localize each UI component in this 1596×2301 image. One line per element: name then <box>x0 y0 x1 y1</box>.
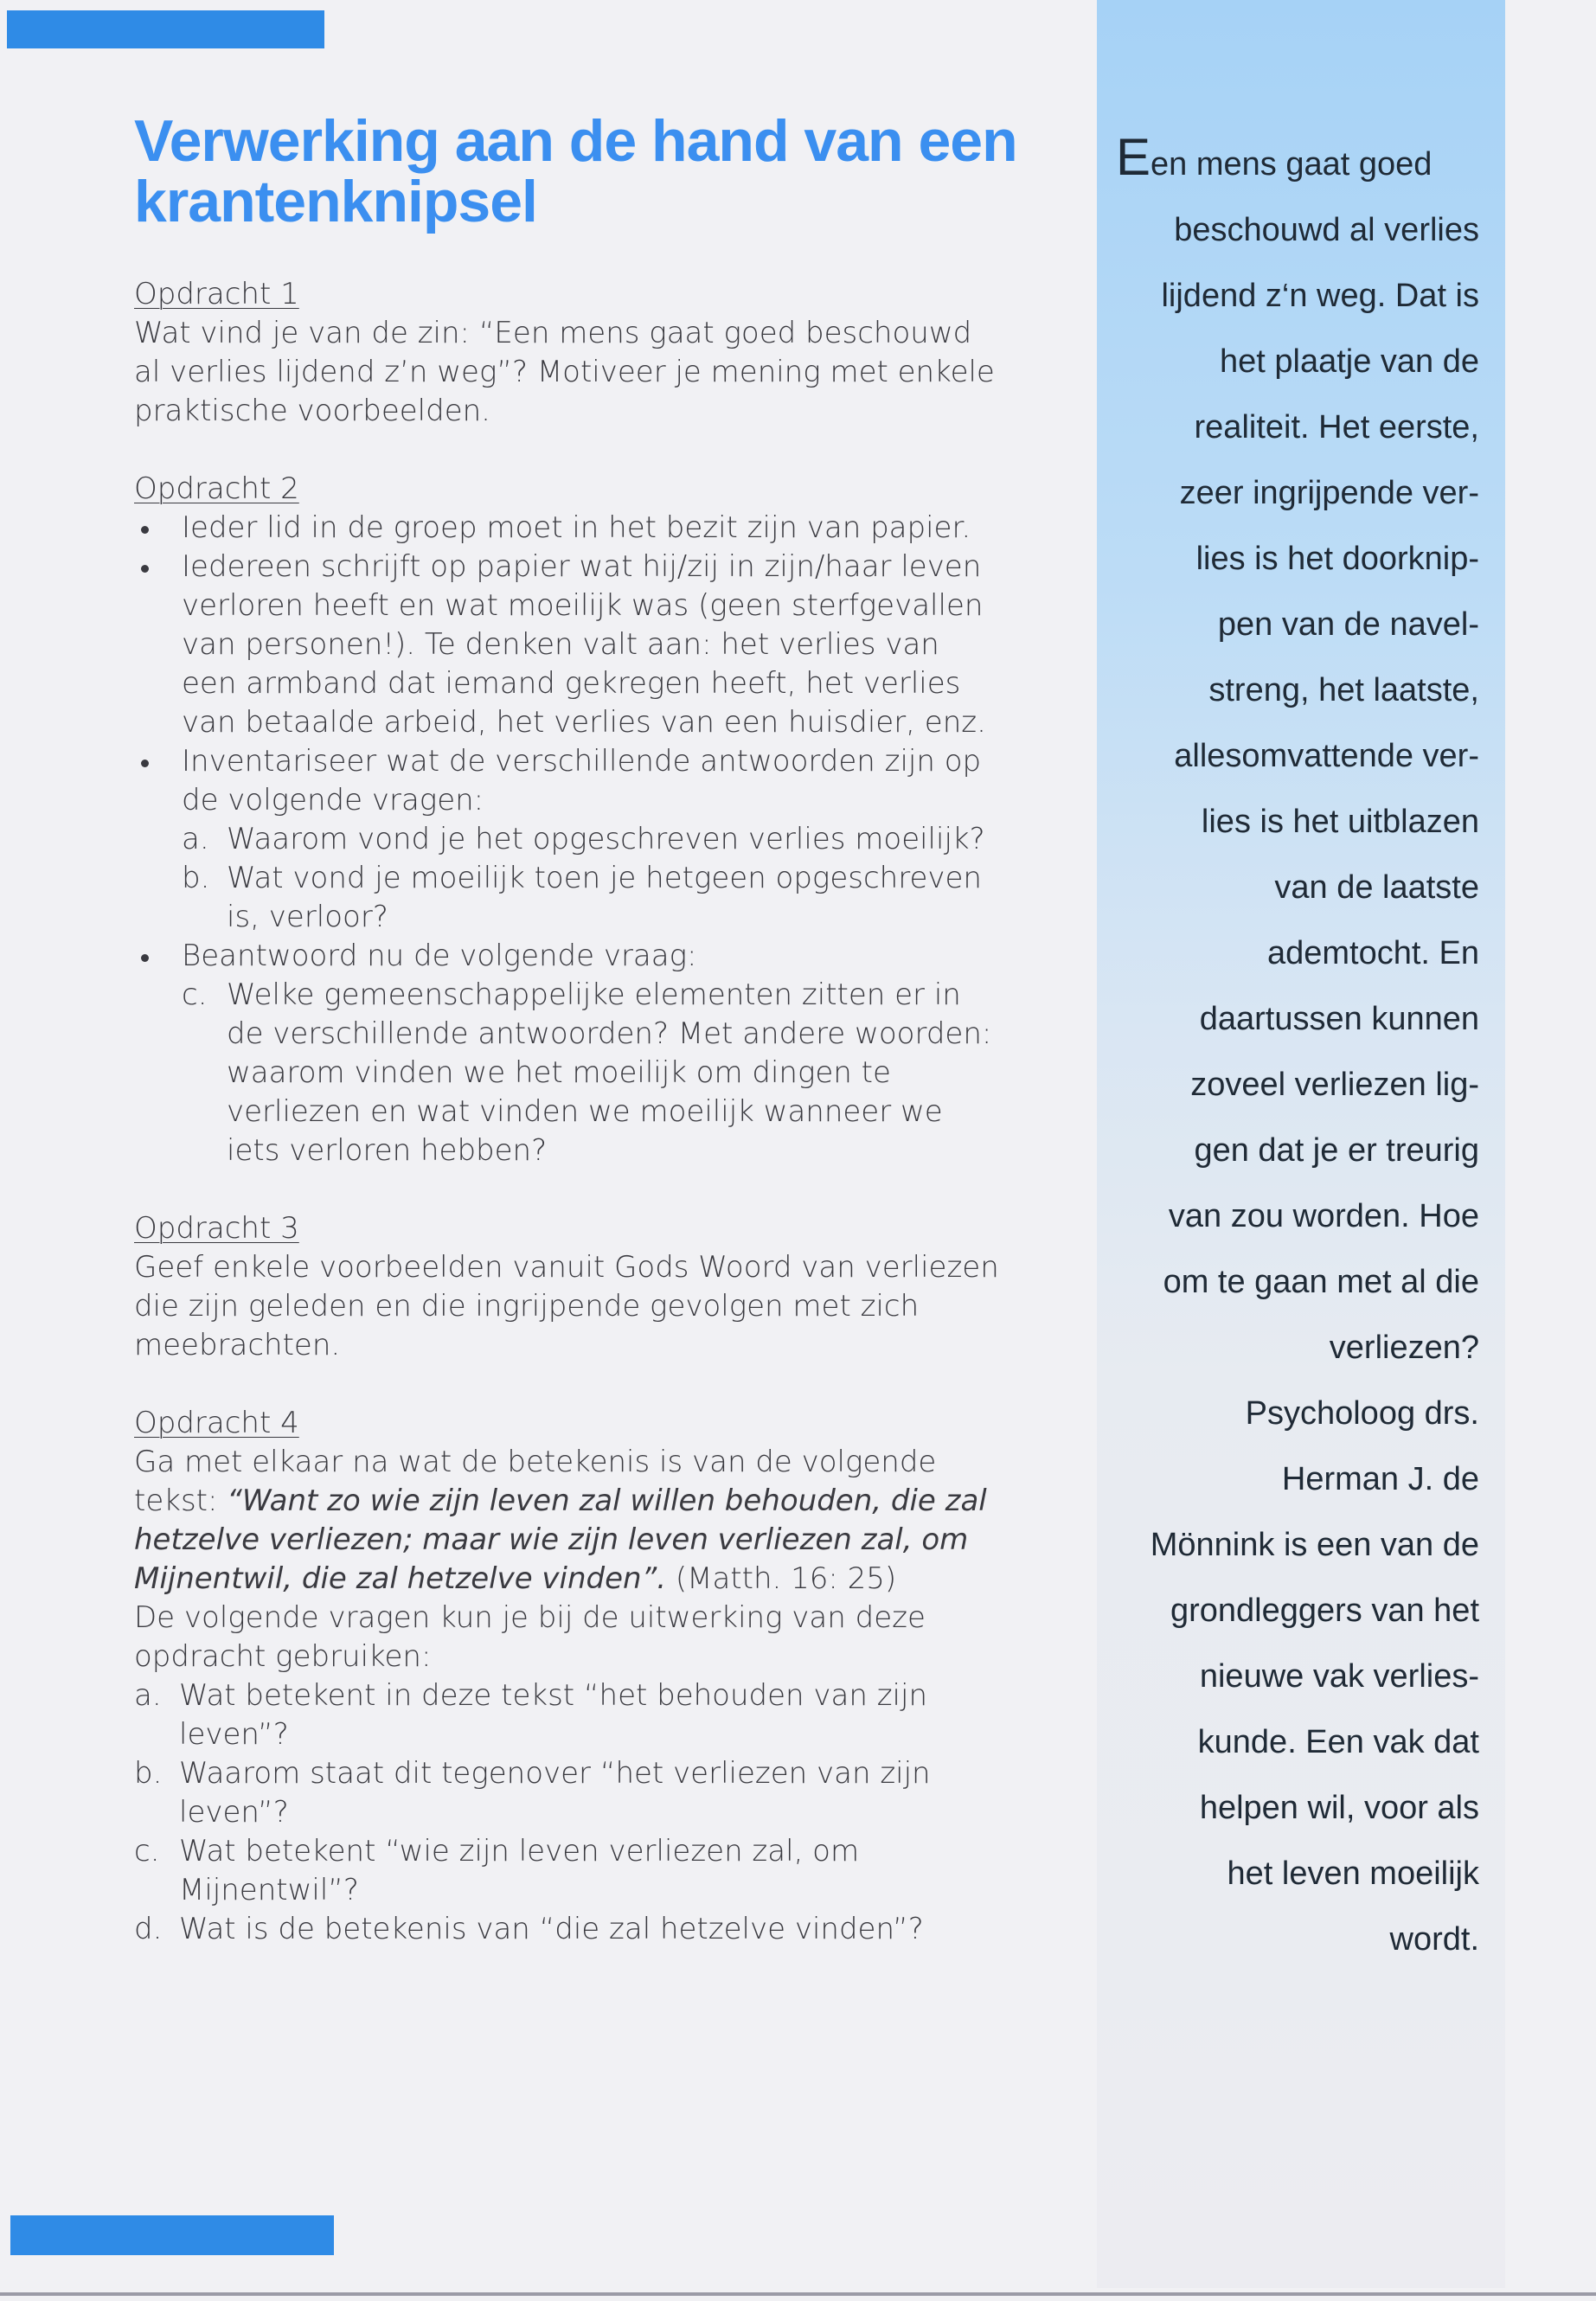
bullet-text: Ieder lid in de groep moet in het bezit zijn van papier. <box>182 510 971 545</box>
opdracht-4-heading: Opdracht 4 <box>134 1406 299 1440</box>
sidebar-line: zeer ingrijpende ver- <box>1179 475 1479 511</box>
sidebar-line: Herman J. de <box>1281 1461 1479 1497</box>
opdracht-1 <box>134 275 999 431</box>
question-marker: c. <box>134 1834 160 1868</box>
page-title: Verwerking aan de hand van een krantenknipsel <box>134 108 1017 234</box>
sidebar-line: ademtocht. En <box>1266 935 1479 971</box>
sub-text: Waarom vond je het opgeschreven verlies moeilijk? <box>227 822 985 856</box>
sidebar-line: zoveel verliezen lig- <box>1190 1067 1479 1103</box>
opdracht-2 <box>134 470 999 1170</box>
question-text: Waarom staat dit tegenover “het verliezen van zijn leven”? <box>179 1756 931 1830</box>
opdracht-2-heading: Opdracht 2 <box>134 471 299 506</box>
sidebar-line: nieuwe vak verlies- <box>1199 1658 1479 1695</box>
sub-marker: a. <box>182 822 209 856</box>
sidebar-line: Mönnink is een van de <box>1150 1527 1479 1563</box>
sub-text: Welke gemeenschappelijke elementen zitten er in de verschillende antwoorden? Met andere woorden: waarom vinden we het moeilijk om dingen te verliezen en wat vinden we moeilijk wanneer we iets verloren hebben? <box>227 977 992 1168</box>
sidebar-line: wordt. <box>1389 1921 1479 1958</box>
sidebar-line: helpen wil, voor als <box>1199 1790 1479 1826</box>
sidebar-line: gen dat je er treurig <box>1194 1132 1479 1169</box>
opdracht-1-text: Wat vind je van de zin: “Een mens gaat goed beschouwd al verlies lijdend z’n weg”? Motiveer je mening met enkele praktische voorbeelden. <box>134 316 995 428</box>
sidebar-line: het plaatje van de <box>1219 343 1479 380</box>
question-text: Wat betekent in deze tekst “het behouden van zijn leven”? <box>179 1678 927 1752</box>
bible-reference: (Matth. 16: 25) <box>675 1561 897 1596</box>
sub-question-list <box>182 976 999 1170</box>
sidebar-line: kunde. Een vak dat <box>1197 1724 1479 1760</box>
sidebar-line: allesomvattende ver- <box>1174 738 1479 774</box>
sub-text: Wat vond je moeilijk toen je hetgeen opgeschreven is, verloor? <box>227 861 982 934</box>
sub-question <box>182 976 999 1170</box>
bottom-rule <box>0 2292 1596 2296</box>
sidebar-line: lies is het uitblazen <box>1201 804 1479 840</box>
sidebar-line: van zou worden. Hoe <box>1168 1198 1479 1234</box>
question-item <box>134 1676 999 1754</box>
bullet-text: Iedereen schrijft op papier wat hij/zij in zijn/haar leven verloren heeft en wat moeilijk was (geen sterfgevallen van personen!). Te denken valt aan: het verlies van een armband dat iemand gekregen heeft, het verlies van betaalde arbeid, het verlies van een huisdier, enz. <box>182 549 986 740</box>
opdracht-4-text <box>134 1443 999 1599</box>
question-marker: a. <box>134 1678 162 1713</box>
top-accent-bar <box>7 10 324 48</box>
opdracht-3-heading: Opdracht 3 <box>134 1211 299 1246</box>
sidebar-line: streng, het laatste, <box>1208 672 1479 708</box>
main-column <box>134 275 999 1988</box>
list-item <box>134 509 999 548</box>
opdracht-3-text: Geef enkele voorbeelden vanuit Gods Woord van verliezen die zijn geleden en die ingrijpende gevolgen met zich meebrachten. <box>134 1250 999 1362</box>
opdracht-2-list <box>134 509 999 1170</box>
sub-marker: b. <box>182 861 210 895</box>
opdracht-4 <box>134 1404 999 1949</box>
sidebar-text <box>1116 128 1479 1972</box>
bible-quote: “Want zo wie zijn leven zal willen behouden, die zal hetzelve verliezen; maar wie zijn leven verliezen zal, om Mijnentwil, die zal hetzelve vinden”. <box>134 1484 987 1596</box>
sub-question <box>182 820 999 859</box>
question-marker: b. <box>134 1756 163 1791</box>
sidebar-line: om te gaan met al die <box>1163 1264 1479 1300</box>
sub-question-list <box>182 820 999 937</box>
opdracht-4-intro: Ga met elkaar na wat de betekenis is van de volgende tekst: <box>134 1445 937 1518</box>
question-text: Wat betekent “wie zijn leven verliezen zal, om Mijnentwil”? <box>179 1834 860 1907</box>
sidebar-line <box>1116 128 1479 197</box>
sidebar-line: verliezen? <box>1329 1330 1479 1366</box>
sidebar-line: beschouwd al verlies <box>1174 212 1479 248</box>
sidebar-line-text: en mens gaat goed <box>1151 146 1433 183</box>
sidebar-line: Psycholoog drs. <box>1245 1395 1479 1432</box>
sidebar-line: lies is het doorknip- <box>1195 541 1479 577</box>
list-item <box>134 548 999 742</box>
sub-marker: c. <box>182 977 208 1012</box>
sidebar-line: lijdend z‘n weg. Dat is <box>1161 278 1479 314</box>
sidebar-line: grondleggers van het <box>1170 1593 1479 1629</box>
bullet-text: Inventariseer wat de verschillende antwoorden zijn op de volgende vragen: <box>182 744 982 817</box>
sidebar-line: pen van de navel- <box>1217 606 1479 643</box>
question-item <box>134 1832 999 1910</box>
opdracht-4-questions <box>134 1676 999 1949</box>
question-text: Wat is de betekenis van “die zal hetzelve vinden”? <box>179 1912 924 1946</box>
question-item <box>134 1910 999 1949</box>
sidebar-line: van de laatste <box>1274 869 1479 906</box>
sub-question <box>182 859 999 937</box>
bullet-text: Beantwoord nu de volgende vraag: <box>182 939 697 973</box>
drop-cap: E <box>1116 128 1151 186</box>
bottom-accent-bar <box>10 2215 334 2255</box>
question-item <box>134 1754 999 1832</box>
sidebar-line: realiteit. Het eerste, <box>1194 409 1479 445</box>
sidebar-line: daartussen kunnen <box>1199 1001 1479 1037</box>
list-item <box>134 937 999 1170</box>
opdracht-1-heading: Opdracht 1 <box>134 277 299 311</box>
list-item <box>134 742 999 937</box>
opdracht-4-questions-intro: De volgende vragen kun je bij de uitwerking van deze opdracht gebruiken: <box>134 1600 926 1674</box>
question-marker: d. <box>134 1912 163 1946</box>
opdracht-3 <box>134 1209 999 1365</box>
sidebar-line: het leven moeilijk <box>1227 1856 1479 1892</box>
